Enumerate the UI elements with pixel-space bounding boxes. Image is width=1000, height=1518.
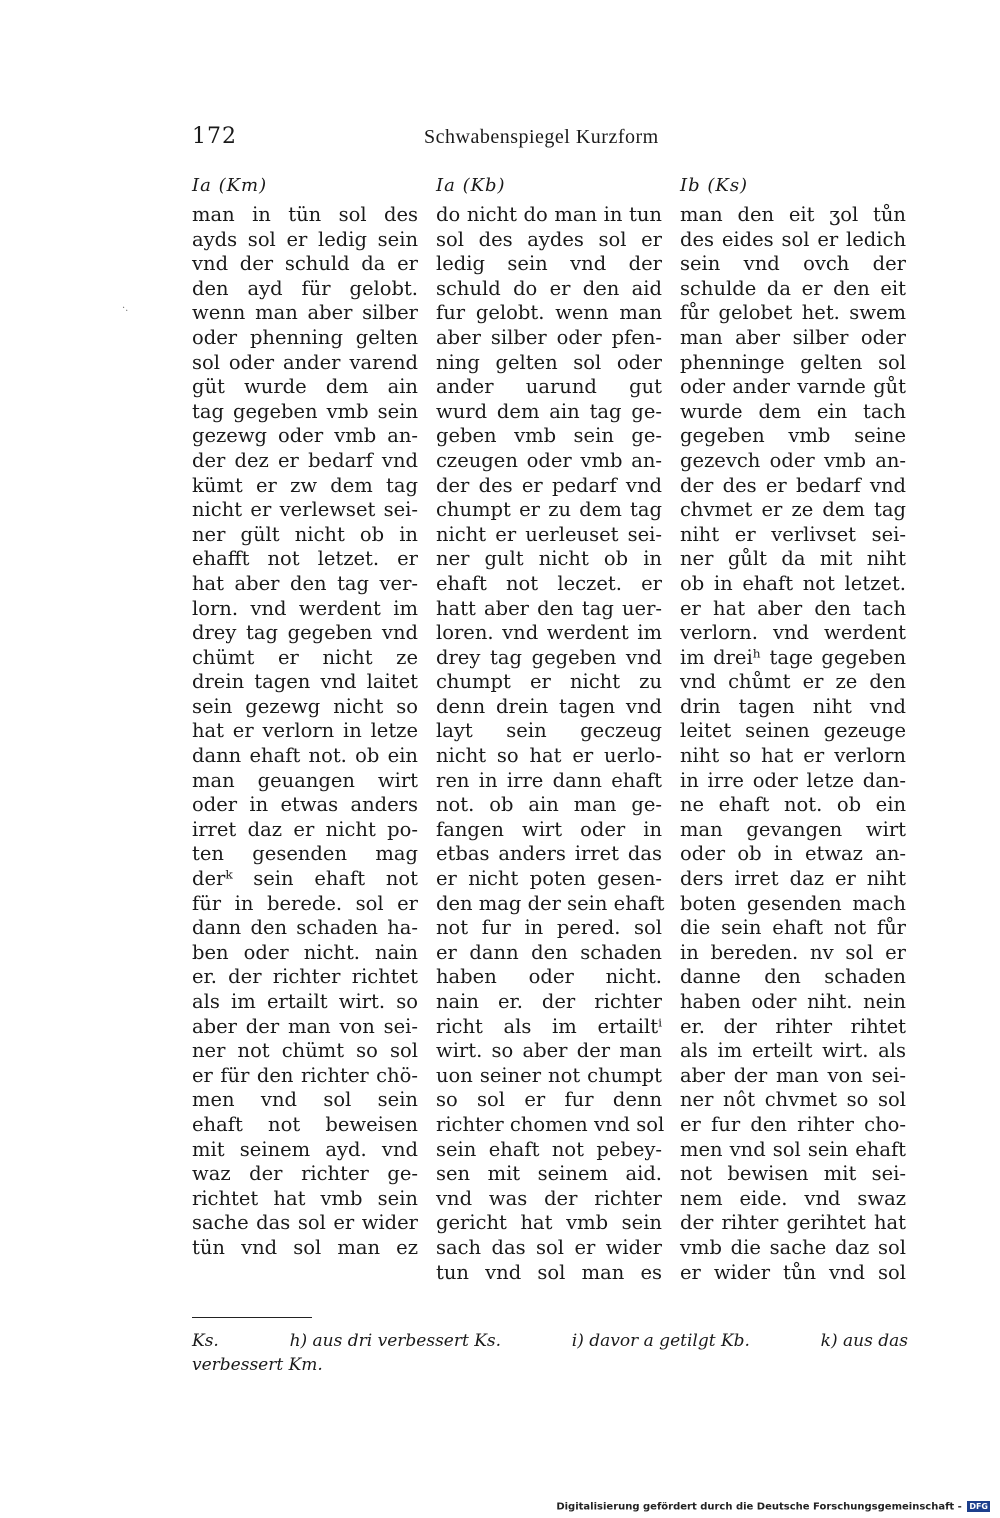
text-line: man den eit ʒol tůn <box>680 203 906 226</box>
column-heading-km: Ia (Km) <box>192 175 268 196</box>
digitization-text: Digitalisierung gefördert durch die Deutsche Forschungsgemeinschaft - <box>556 1501 962 1512</box>
text-line: kümt er zw dem tag <box>192 473 418 497</box>
text-line: ning gelten sol oder <box>436 350 662 374</box>
text-line: verlorn. vnd werdent <box>680 621 906 645</box>
footnote-k: k) aus das <box>820 1331 908 1351</box>
text-line: ner gült nicht ob in <box>192 522 418 546</box>
text-line: des eides sol er ledich <box>680 227 906 251</box>
page-number: 172 <box>192 124 237 149</box>
text-line: drey tag gegeben vnd <box>436 645 662 669</box>
text-line: ner gůlt da mit niht <box>680 547 906 571</box>
text-line: tun vnd sol man es <box>436 1260 662 1284</box>
text-line: wurd dem ain tag ge- <box>436 399 662 423</box>
text-line: not bewisen mit sei- <box>680 1162 906 1186</box>
footnote-k-continuation: verbessert Km. <box>192 1355 323 1375</box>
text-line: wirt. so aber der man <box>436 1039 662 1063</box>
column-heading-kb: Ia (Kb) <box>436 175 506 196</box>
text-line: er dann den schaden <box>436 940 662 964</box>
text-line: not. ob ain man ge- <box>436 793 662 817</box>
text-line: richter chomen vnd sol <box>436 1112 665 1136</box>
text-line: nem eide. vnd swaz <box>680 1186 906 1210</box>
text-line: der des er bedarf vnd <box>680 473 906 497</box>
text-line: uon seiner not chumpt <box>436 1063 662 1087</box>
text-line: ehafft not letzet. er <box>192 547 418 571</box>
text-line: haben oder niht. nein <box>680 990 906 1013</box>
text-line: oder in etwas anders <box>192 793 418 817</box>
text-line: aber der man von sei- <box>192 1014 418 1038</box>
text-line: der dez er bedarf vnd <box>192 448 418 472</box>
text-line: der rihter gerihtet hat <box>680 1211 906 1235</box>
text-line: ander uarund gut <box>436 375 662 399</box>
text-line: fur gelobt. wenn man <box>436 301 662 325</box>
text-line: leitet seinen gezeuge <box>680 719 906 743</box>
text-line: not fur in pered. sol <box>436 916 662 940</box>
text-line: chvmet er ze dem tag <box>680 498 906 522</box>
text-line: sache das sol er wider <box>192 1211 418 1235</box>
text-line: oder ob in etwaz an- <box>680 842 906 866</box>
text-line: sol oder ander varend <box>192 350 418 374</box>
text-line: derᵏ sein ehaft not <box>192 867 418 891</box>
text-line: nicht so hat er uerlo- <box>436 744 662 768</box>
text-line: in irre oder letze dan- <box>680 768 906 792</box>
text-line: ehaft not beweisen <box>192 1112 418 1136</box>
text-line: er. der rihter rihtet <box>680 1014 906 1038</box>
text-line: die sein ehaft not fůr <box>680 916 906 940</box>
text-line: tag gegeben vmb sein <box>192 399 418 423</box>
text-line: geben vmb sein ge- <box>436 424 662 448</box>
text-line: nicht er verlewset sei- <box>192 498 418 522</box>
text-line: chümt er nicht ze <box>192 645 418 669</box>
text-line: ner gult nicht ob in <box>436 547 662 571</box>
text-column-kb <box>436 203 665 1285</box>
text-line: vnd chůmt er ze den <box>680 670 906 694</box>
text-line: drin tagen niht vnd <box>680 694 906 718</box>
text-line: für in berede. sol er <box>192 891 418 915</box>
text-line: gezewg oder vmb an- <box>192 424 418 448</box>
text-line: er fur den rihter cho- <box>680 1112 906 1136</box>
footnote-h: h) aus dri verbessert Ks. <box>289 1331 502 1351</box>
text-line: gezevch oder vmb an- <box>680 448 906 472</box>
text-line: schulde da er den eit <box>680 276 906 300</box>
text-line: man gevangen wirt <box>680 817 906 841</box>
text-line: er wider tůn vnd sol <box>680 1260 906 1284</box>
footnote-rule <box>192 1317 312 1318</box>
text-line: lorn. vnd werdent im <box>192 596 418 620</box>
text-line: sen mit seinem aid. <box>436 1162 662 1186</box>
text-line: haben oder nicht. <box>436 965 662 989</box>
text-line: sol des aydes sol er <box>436 227 662 251</box>
text-line: güt wurde dem ain <box>192 375 418 399</box>
footnote-ks: Ks. <box>192 1331 219 1351</box>
text-line: tün vnd sol man ez <box>192 1235 418 1259</box>
text-column-km <box>192 203 418 1261</box>
text-line: ehaft not leczet. er <box>436 571 662 595</box>
footnote-i: i) davor a getilgt Kb. <box>571 1331 750 1351</box>
text-line: sach das sol er wider <box>436 1235 662 1259</box>
text-line: so sol er fur denn <box>436 1088 662 1112</box>
text-line: hatt aber den tag uer- <box>436 596 662 620</box>
text-line: mit seinem ayd. vnd <box>192 1137 418 1161</box>
text-line: sein gezewg nicht so <box>192 694 418 718</box>
text-line: richt als im ertailtⁱ <box>436 1014 662 1038</box>
text-line: fůr gelobet het. swem <box>680 301 906 325</box>
text-line: irret daz er nicht po- <box>192 817 418 841</box>
text-line: phenninge gelten sol <box>680 350 906 374</box>
text-line: chumpt er nicht zu <box>436 670 662 694</box>
text-line: er nicht poten gesen- <box>436 867 662 891</box>
text-line: fangen wirt oder in <box>436 817 662 841</box>
text-line: niht er verlivset sei- <box>680 522 906 546</box>
text-line: sein ehaft not pebey- <box>436 1137 662 1161</box>
text-line: oder ander varnde gůt <box>680 375 906 399</box>
text-line: als im ertailt wirt. so <box>192 990 418 1013</box>
text-line: nicht er uerleuset sei- <box>436 522 662 546</box>
text-line: ders irret daz er niht <box>680 867 906 891</box>
text-line: oder phenning gelten <box>192 325 418 349</box>
text-line: chumpt er zu dem tag <box>436 498 662 522</box>
text-line: er hat aber den tach <box>680 596 906 620</box>
text-line: drey tag gegeben vnd <box>192 621 418 645</box>
text-line: in bereden. nv sol er <box>680 940 906 964</box>
text-line: ten gesenden mag <box>192 842 418 866</box>
text-line: dann ehaft not. ob ein <box>192 744 418 768</box>
text-line: boten gesenden mach <box>680 891 906 915</box>
column-heading-ks: Ib (Ks) <box>680 175 749 196</box>
text-line: nain er. der richter <box>436 990 662 1013</box>
text-line: man geuangen wirt <box>192 768 418 792</box>
text-line: den mag der sein ehaft <box>436 891 665 915</box>
text-line: czeugen oder vmb an- <box>436 448 662 472</box>
text-line: ren in irre dann ehaft <box>436 768 662 792</box>
footnotes <box>192 1329 908 1377</box>
text-line: niht so hat er verlorn <box>680 744 906 768</box>
running-title: Schwabenspiegel Kurzform <box>424 126 659 148</box>
text-line: denn drein tagen vnd <box>436 694 662 718</box>
text-line: ner not chümt so sol <box>192 1039 418 1063</box>
text-line: richtet hat vmb sein <box>192 1186 418 1210</box>
text-line: wurde dem ein tach <box>680 399 906 423</box>
text-line: er. der richter richtet <box>192 965 418 989</box>
text-line: als im erteilt wirt. als <box>680 1039 906 1063</box>
text-line: men vnd sol sein <box>192 1088 418 1112</box>
text-line: hat er verlorn in letze <box>192 719 418 743</box>
text-column-ks <box>680 203 906 1285</box>
text-line: hat aber den tag ver- <box>192 571 418 595</box>
text-line: gegeben vmb seine <box>680 424 906 448</box>
text-line: vnd was der richter <box>436 1186 662 1210</box>
text-line: loren. vnd werdent im <box>436 621 662 645</box>
text-line: ledig sein vnd der <box>436 252 662 276</box>
text-line: dann den schaden ha- <box>192 916 418 940</box>
text-line: schuld do er den aid <box>436 276 662 300</box>
digitization-note <box>556 1501 990 1513</box>
text-line: layt sein geczeug <box>436 719 662 743</box>
text-line: im dreiʰ tage gegeben <box>680 645 906 669</box>
text-line: vnd der schuld da er <box>192 252 418 276</box>
text-line: den ayd für gelobt. <box>192 276 418 300</box>
text-line: er für den richter chö- <box>192 1063 418 1087</box>
text-line: ne ehaft not. ob ein <box>680 793 906 817</box>
text-line: drein tagen vnd laitet <box>192 670 418 694</box>
text-line: ayds sol er ledig sein <box>192 227 418 251</box>
margin-mark: ·. <box>122 303 129 314</box>
text-line: ben oder nicht. nain <box>192 940 418 964</box>
text-line: men vnd sol sein ehaft <box>680 1137 906 1161</box>
text-line: etbas anders irret das <box>436 842 662 866</box>
text-line: sein vnd ovch der <box>680 252 906 276</box>
text-line: aber der man von sei- <box>680 1063 906 1087</box>
text-line: ner nôt chvmet so sol <box>680 1088 906 1112</box>
text-line: vmb die sache daz sol <box>680 1235 906 1259</box>
dfg-logo: DFG <box>969 1501 988 1511</box>
text-line: man in tün sol des <box>192 203 418 226</box>
text-line: wenn man aber silber <box>192 301 418 325</box>
text-line: danne den schaden <box>680 965 906 989</box>
text-line: do nicht do man in tun <box>436 203 662 226</box>
text-line: man aber silber oder <box>680 325 906 349</box>
text-line: ob in ehaft not letzet. <box>680 571 906 595</box>
text-line: gericht hat vmb sein <box>436 1211 662 1235</box>
text-line: der des er pedarf vnd <box>436 473 662 497</box>
text-line: aber silber oder pfen- <box>436 325 662 349</box>
text-line: waz der richter ge- <box>192 1162 418 1186</box>
